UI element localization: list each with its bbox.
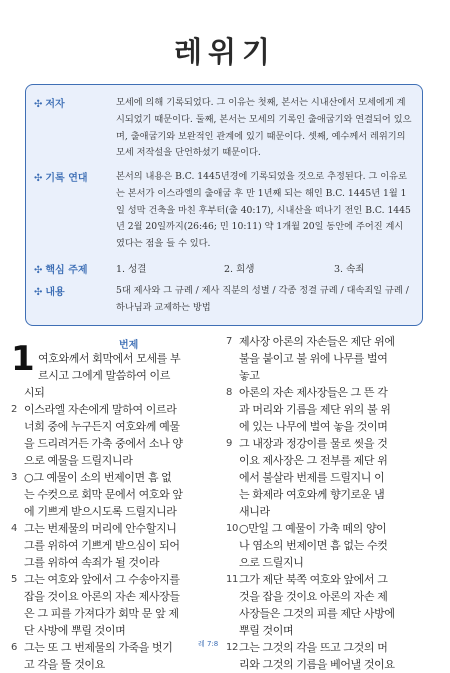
verse-number: 5 <box>11 574 17 585</box>
verse-line: 시되 <box>24 386 45 399</box>
theme-item: 2. 희생 <box>224 264 255 275</box>
verse-number: 7 <box>226 336 232 347</box>
verse-number: 11 <box>226 574 238 585</box>
verse-line: 놓고 <box>239 369 260 382</box>
verse-line: 는 화제라 여호와께 향기로운 냄 <box>239 488 385 501</box>
verse-line: 뿌릴 것이며 <box>239 624 294 637</box>
verse-number: 10 <box>226 523 238 534</box>
verse-line: 제사장 아론의 자손들은 제단 위에 <box>239 335 395 348</box>
verse-number: 8 <box>226 387 232 398</box>
verse-line: 불을 붙이고 불 위에 나무를 벌여 <box>239 352 388 365</box>
verse-line: 단 사방에 뿌릴 것이며 <box>24 624 126 637</box>
verse-line: 으로 드릴지니 <box>239 556 304 569</box>
verse-line: 아론의 자손 제사장들은 그 뜬 각 <box>239 386 388 399</box>
verse-number: 6 <box>11 642 17 653</box>
verse-line: 사장들은 그것의 피를 제단 사방에 <box>239 607 395 620</box>
verse-line: 에 있는 나무에 벌여 놓을 것이며 <box>239 420 388 433</box>
section-heading: 번제 <box>119 340 139 351</box>
author-label <box>34 95 65 110</box>
verse-number: 4 <box>11 523 17 534</box>
cross-reference: 레 7:8 <box>198 640 219 648</box>
verse-line: 그 내장과 정강이를 물로 씻을 것 <box>239 437 388 450</box>
verse-line: 그는 여호와 앞에서 그 수송아지를 <box>24 573 180 586</box>
verse-line: 을 드리려거든 가축 중에서 소나 양 <box>24 437 183 450</box>
verse-line: 새니라 <box>239 505 270 518</box>
content-label <box>34 283 65 298</box>
content-text: 5대 제사와 그 규례 / 제사 직분의 성별 / 각종 정결 규례 / 대속죄일 규례 / 하나님과 교제하는 방법 <box>116 285 409 313</box>
cross-icon: ✣ <box>34 265 43 276</box>
verse-line: 으로 예물을 드릴지니라 <box>24 454 133 467</box>
theme-item: 1. 성결 <box>116 264 147 275</box>
verse-line: 리와 그것의 기름을 베어낼 것이요 <box>239 658 395 671</box>
date-label-text: 기록 연대 <box>45 173 88 184</box>
cross-icon: ✣ <box>34 173 43 184</box>
verse-line: 나 염소의 번제이면 흠 없는 수컷 <box>239 539 388 552</box>
chapter-number: 1 <box>11 339 35 379</box>
verse-line: 은 그 피를 가져다가 회막 문 앞 제 <box>24 607 179 620</box>
verse-line: 그는 그것의 각을 뜨고 그것의 머 <box>239 641 388 654</box>
cross-icon: ✣ <box>34 287 43 298</box>
verse-line: 여호와께서 회막에서 모세를 부 <box>38 352 181 365</box>
verse-line: ○만일 그 예물이 가축 떼의 양이 <box>239 522 387 535</box>
verse-line: 이요 제사장은 그 전부를 제단 위 <box>239 454 388 467</box>
verse-line: ○그 예물이 소의 번제이면 흠 없 <box>24 471 172 484</box>
cross-icon: ✣ <box>34 99 43 110</box>
verse-line: 르시고 그에게 말씀하여 이르 <box>38 369 171 382</box>
author-text: 모세에 의해 기록되었다. 그 이유는 첫째, 본서는 시내산에서 모세에게 계시되었기 때문이다. 둘째, 본서는 모세의 기록인 출애굽기와 연결되어 있으며, 출애굽기와 보완적인 관계에 있기 때문이다. 셋째, 예수께서 레위기의 모세 저작설을 단언하셨기 때문이다. <box>116 97 412 159</box>
verse-line: 그를 위하여 기쁘게 받으심이 되어 <box>24 539 180 552</box>
verse-number: 2 <box>11 404 17 415</box>
verse-line: 과 머리와 기름을 제단 위의 불 위 <box>239 403 391 416</box>
theme-item: 3. 속죄 <box>334 264 365 275</box>
verse-line: 에 기쁘게 받으시도록 드릴지니라 <box>24 505 177 518</box>
verse-line: 그를 위하여 속죄가 될 것이라 <box>24 556 160 569</box>
theme-label <box>34 261 88 276</box>
verse-number: 9 <box>226 438 232 449</box>
verse-line: 그가 제단 북쪽 여호와 앞에서 그 <box>239 573 388 586</box>
book-title: 레위기 <box>173 35 277 69</box>
content-label-text: 내용 <box>45 287 65 298</box>
verse-line: 그는 또 그 번제물의 가죽을 벗기 <box>24 641 173 654</box>
book-info-box <box>25 84 423 326</box>
date-label <box>34 169 88 184</box>
verse-line: 는 수컷으로 회막 문에서 여호와 앞 <box>24 488 183 501</box>
verse-line: 에서 불살라 번제를 드릴지니 이 <box>239 471 385 484</box>
verse-line: 너희 중에 누구든지 여호와께 예물 <box>24 420 180 433</box>
date-text: 본서의 내용은 B.C. 1445년경에 기록되었을 것으로 추정된다. 그 이유로는 본서가 이스라엘의 출애굽 후 만 1년째 되는 해인 B.C. 1445년 1월 1일 성막 건축을 마친 후부터(출 40:17), 시내산을 떠나기 전인 B.C. 1445년 2월 20일까지(26:46; 민 10:11) 약 1개월 20일 동안에 주어진 계시였다는 점을 들 수 있다. <box>116 171 411 250</box>
verse-line: 이스라엘 자손에게 말하여 이르라 <box>24 403 177 416</box>
verse-line: 잡을 것이요 아론의 자손 제사장들 <box>24 590 180 603</box>
verse-number: 12 <box>226 642 238 653</box>
verse-line: 것을 잡을 것이요 아론의 자손 제 <box>239 590 388 603</box>
author-label-text: 저자 <box>45 99 65 110</box>
verse-number: 3 <box>11 472 17 483</box>
verse-line: 그는 번제물의 머리에 안수할지니 <box>24 522 177 535</box>
verse-line: 고 각을 뜰 것이요 <box>24 658 105 671</box>
theme-label-text: 핵심 주제 <box>45 265 88 276</box>
